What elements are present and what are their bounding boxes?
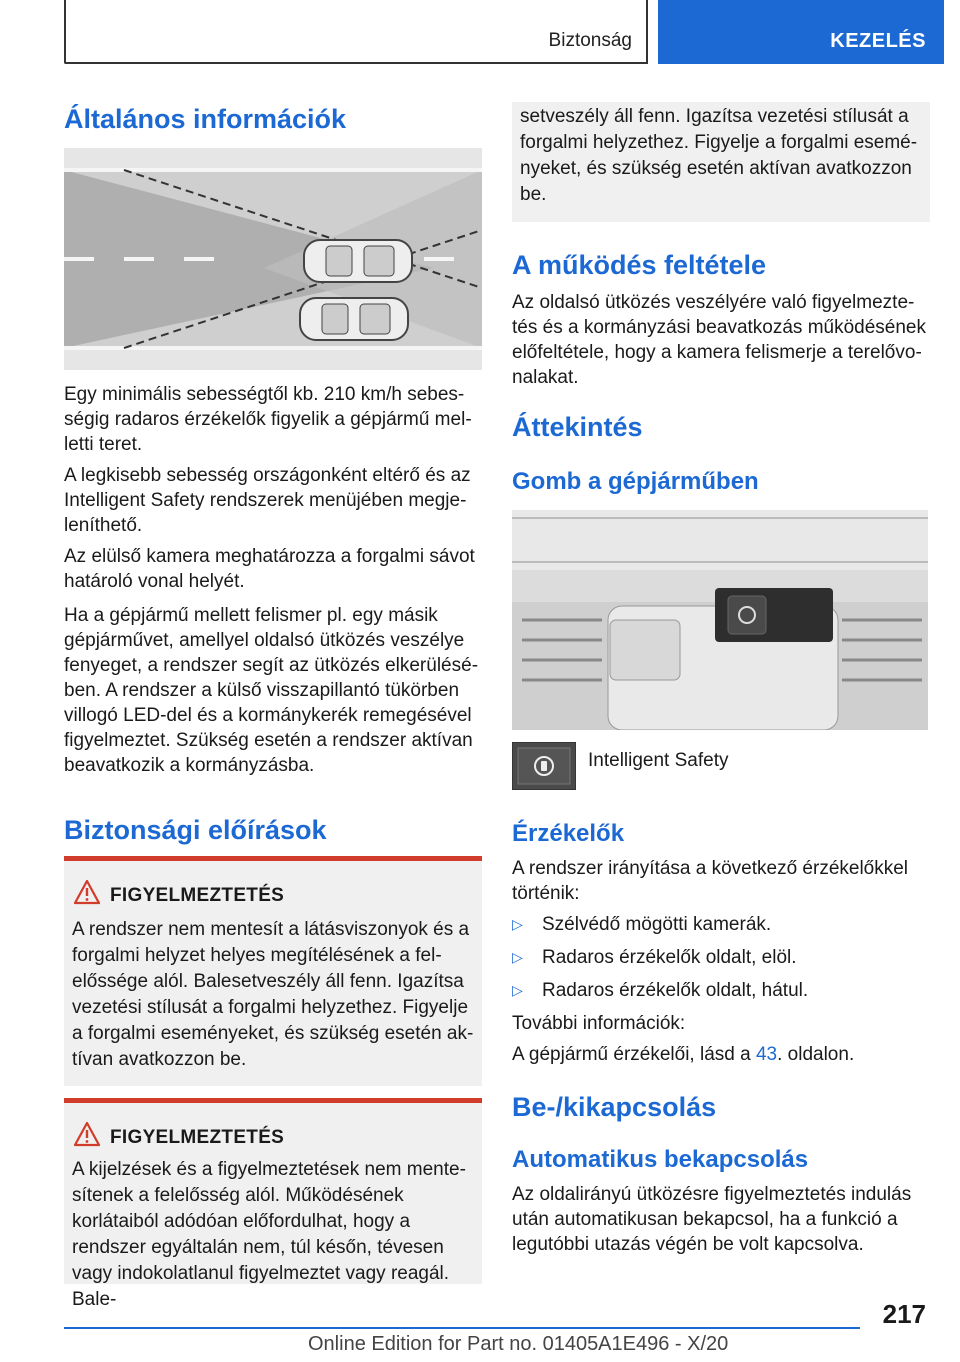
- warning-box: [64, 856, 482, 1086]
- section-title-onoff: Be-/kikapcsolás: [512, 1092, 717, 1122]
- bullet-triangle-icon: ▷: [512, 949, 523, 965]
- section-title-safety: Biztonsági előírások: [64, 815, 327, 845]
- road-diagram-image: [64, 148, 482, 370]
- warning-text: A kijelzések és a figyelmeztetések nem mentesítenek a felelősség alól. Működésének korlátaiból adódóan előfordulhat, hogy a rendszer egyáltalán nem, túl későn, tévesen vagy indokolatlanul figyelmeztet vagy reagál. Bale-: [72, 1159, 466, 1310]
- paragraph: További információk:: [512, 1013, 686, 1034]
- bullet-triangle-icon: ▷: [512, 982, 523, 998]
- header-tab[interactable]: [658, 0, 944, 64]
- warning-text: A rendszer nem mentesít a látásviszonyok és a forgalmi helyzet helyes megítélésének a felelőssége alól. Balesetveszély áll fenn. Igazítsa vezetési stílusát a forgalmi helyzethez. Figyelje a forgalmi eseményeket, és szükség esetén aktívan avatkozzon be.: [72, 919, 474, 1070]
- footer-edition: Online Edition for Part no. 01405A1E496 - X/20: [308, 1333, 729, 1355]
- intelligent-safety-button-icon: [512, 742, 576, 790]
- subsection-title-auto: Automatikus bekapcsolás: [512, 1146, 809, 1173]
- button-location-image: [512, 510, 928, 730]
- warning-triangle-icon: [74, 879, 100, 905]
- paragraph: Az oldalirányú ütközésre figyelmeztetés indulás után automatikusan bekapcsol, ha a funkció a legutóbbi utazás végén be volt kapcsolva.: [512, 1184, 912, 1255]
- footer-divider: [64, 1327, 860, 1329]
- header-tab-label: KEZELÉS: [830, 30, 926, 52]
- warning-triangle-icon: [74, 1121, 100, 1147]
- button-caption: Intelligent Safety: [588, 750, 729, 771]
- cross-reference: A gépjármű érzékelői, lásd a 43. oldalon.: [512, 1044, 855, 1065]
- warning-title: FIGYELMEZTETÉS: [110, 1127, 285, 1148]
- warning-text: setveszély áll fenn. Igazítsa vezetési stílusát a forgalmi helyzethez. Figyelje a forgalmi eseményeket, és szükség esetén aktívan avatkozzon be.: [520, 106, 918, 205]
- warning-box-continued: [512, 102, 930, 222]
- paragraph: Az oldalsó ütközés veszélyére való figyelmeztetés és a kormányzási beavatkozás működésének előfeltétele, hogy a kamera felismerje a terelővonalakat.: [512, 292, 926, 388]
- bullet-triangle-icon: ▷: [512, 916, 523, 932]
- subsection-title-sensors: Érzékelők: [512, 820, 625, 847]
- paragraph: Egy minimális sebességtől kb. 210 km/h sebességig radaros érzékelők figyelik a gépjármű melletti teret.: [64, 384, 472, 455]
- section-title-condition: A működés feltétele: [512, 250, 767, 280]
- page-link[interactable]: 43: [755, 1044, 778, 1065]
- header-section-label: Biztonság: [548, 30, 632, 51]
- paragraph: Ha a gépjármű mellett felismer pl. egy másik gépjárművet, amellyel oldalsó ütközés veszélye fenyeget, a rendszer segít az ütközés elkerülésében. A rendszer a külső visszapillantó tükörben villogó LED-del és a kormánykerék remegésével figyelmeztet. Szükség esetén a rendszer aktívan beavatkozik a kormányzásba.: [64, 605, 479, 776]
- page-number: 217: [882, 1299, 926, 1329]
- header-section-box: [64, 0, 648, 64]
- subsection-title-button: Gomb a gépjárműben: [512, 468, 759, 495]
- section-title-overview: Áttekintés: [512, 412, 643, 442]
- paragraph: A legkisebb sebesség országonként eltérő és az Intelligent Safety rendszerek menüjében megjeleníthető.: [64, 465, 471, 536]
- warning-box: [64, 1098, 482, 1310]
- section-title-general: Általános információk: [64, 104, 347, 134]
- paragraph: Az elülső kamera meghatározza a forgalmi sávot határoló vonal helyét.: [64, 546, 475, 592]
- warning-title: FIGYELMEZTETÉS: [110, 885, 285, 906]
- paragraph: A rendszer irányítása a következő érzékelőkkel történik:: [512, 858, 909, 904]
